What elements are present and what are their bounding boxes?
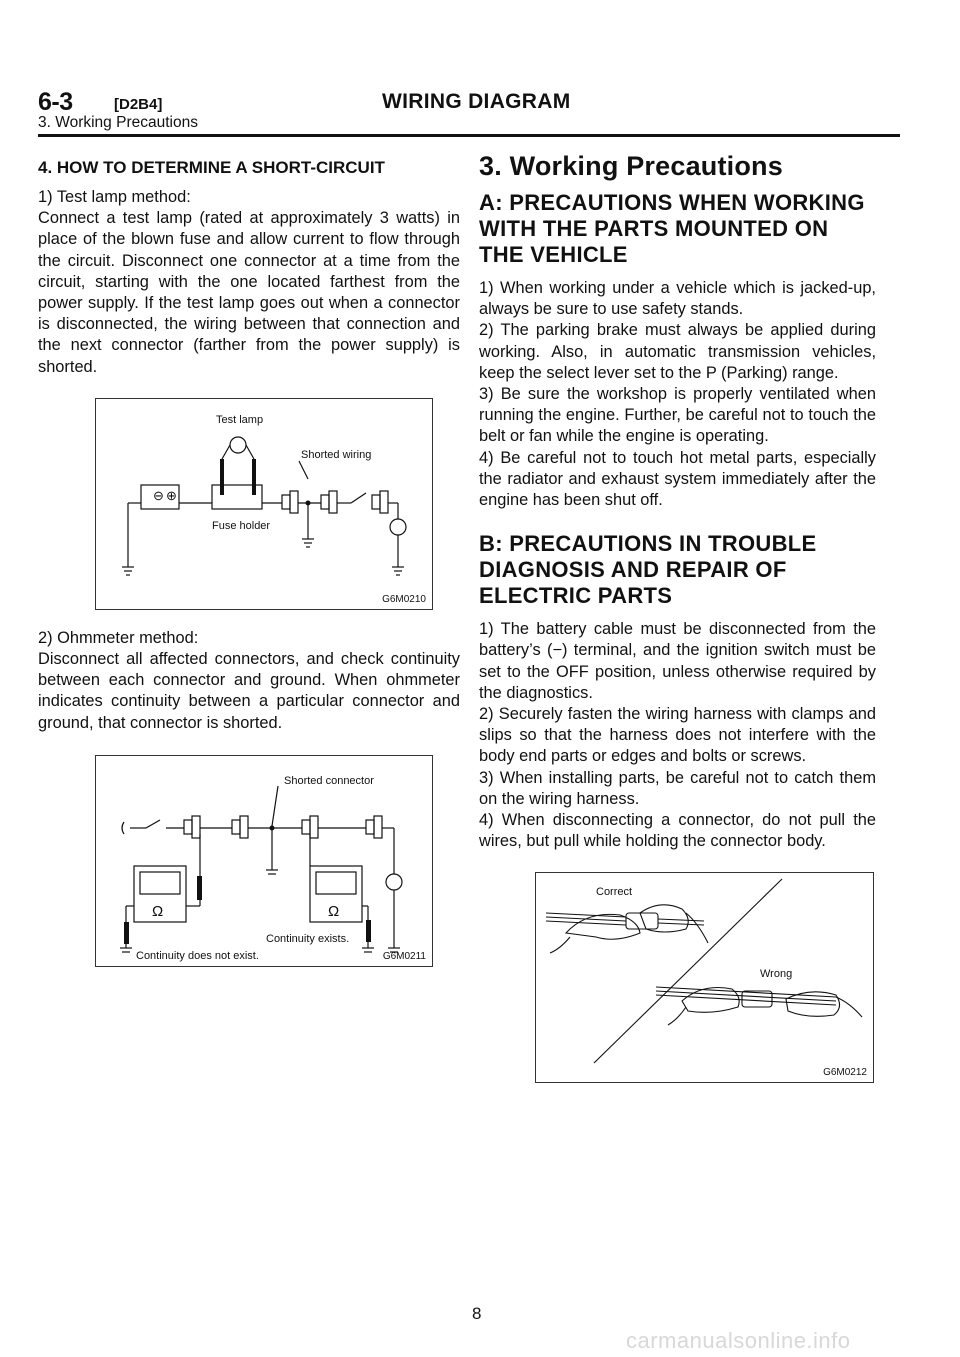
a-item-1: 1) When working under a vehicle which is jacked-up, always be sure to use safety stands.	[479, 279, 876, 319]
label-shorted-wiring: Shorted wiring	[301, 448, 372, 461]
watermark: carmanualsonline.info	[626, 1328, 851, 1353]
label-shorted-connector: Shorted connector	[284, 774, 374, 787]
test-lamp-diagram	[95, 398, 433, 610]
b-item-4: 4) When disconnecting a connector, do not pull the wires, but pull while holding the connector body.	[479, 811, 876, 851]
a-item-4: 4) Be careful not to touch hot metal parts, especially the radiator and exhaust system immediately after the engine has been shut off.	[479, 448, 876, 510]
ohmmeter-diagram	[95, 755, 433, 967]
section-b-heading: B: PRECAUTIONS IN TROUBLE DIAGNOSIS AND REPAIR OF ELECTRIC PARTS	[479, 531, 817, 609]
svg-text:⊖: ⊖	[153, 487, 164, 503]
label-wrong: Wrong	[760, 968, 793, 981]
ohm-symbol-left: Ω	[152, 902, 164, 920]
b-item-3: 3) When installing parts, be careful not to catch them on the wiring harness.	[479, 768, 876, 808]
label-test-lamp: Test lamp	[216, 413, 264, 426]
ohm-symbol-right: Ω	[328, 902, 340, 920]
test-lamp-circuit-drawing	[96, 399, 434, 611]
a-item-2: 2) The parking brake must always be applied during working. Also, in automatic transmission vehicles, keep the select lever set to the P (Parking) range.	[479, 321, 876, 382]
label-continuity-not-exist: Continuity does not exist.	[136, 949, 259, 962]
ohmmeter-circuit-drawing	[96, 756, 434, 968]
svg-text:⊕: ⊕	[166, 487, 177, 503]
connector-handling-figure	[535, 872, 874, 1083]
test-lamp-body: Connect a test lamp (rated at approximately 3 watts) in place of the blown fuse and allow current to flow through the circuit. Disconnect one connector at a time from the circuit, starting with the one located farthest from the power supply. If the test lamp goes out when a connector is disconnected, the wiring between that connection and the next connector (farther from the power supply) is shorted.	[38, 209, 460, 376]
chapter-title: WIRING DIAGRAM	[382, 90, 571, 113]
ohmmeter-title: 2) Ohmmeter method:	[38, 628, 199, 647]
header-subtitle: 3. Working Precautions	[38, 114, 198, 131]
a-item-3: 3) Be sure the workshop is properly ventilated when running the engine. Further, be careful not to touch the belt or fan while the engine is operating.	[479, 385, 876, 446]
page-header	[38, 86, 900, 136]
ohmmeter-body: Disconnect all affected connectors, and check continuity between each connector and ground. When ohmmeter indicates continuity between a particular connector and ground, that connector is shorted.	[38, 650, 460, 732]
working-precautions-title: 3. Working Precautions	[479, 151, 783, 181]
figure-id: G6M0210	[382, 593, 426, 605]
header-rule	[38, 134, 900, 137]
figure-id: G6M0211	[382, 950, 426, 962]
section-a-heading: A: PRECAUTIONS WHEN WORKING WITH THE PARTS MOUNTED ON THE VEHICLE	[479, 190, 865, 267]
test-lamp-title: 1) Test lamp method:	[38, 188, 191, 206]
right-column	[479, 150, 876, 1083]
label-continuity-exists: Continuity exists.	[266, 932, 350, 945]
label-fuse-holder: Fuse holder	[212, 519, 271, 532]
page-number: 8	[472, 1304, 482, 1323]
left-column	[38, 150, 460, 967]
connector-handling-drawing	[536, 873, 875, 1084]
b-item-2: 2) Securely fasten the wiring harness with clamps and slips so that the harness does not interfere with the body end parts or edges and bolts or screws.	[479, 705, 876, 766]
section-code: [D2B4]	[114, 96, 163, 113]
b-item-1: 1) The battery cable must be disconnected from the battery’s (−) terminal, and the ignition switch must be set to the OFF position, unless otherwise required by the diagnostics.	[479, 620, 876, 702]
label-correct: Correct	[596, 886, 633, 899]
short-circuit-heading: 4. HOW TO DETERMINE A SHORT-CIRCUIT	[38, 158, 385, 177]
section-number: 6-3	[38, 88, 73, 116]
figure-id: G6M0212	[823, 1067, 867, 1079]
